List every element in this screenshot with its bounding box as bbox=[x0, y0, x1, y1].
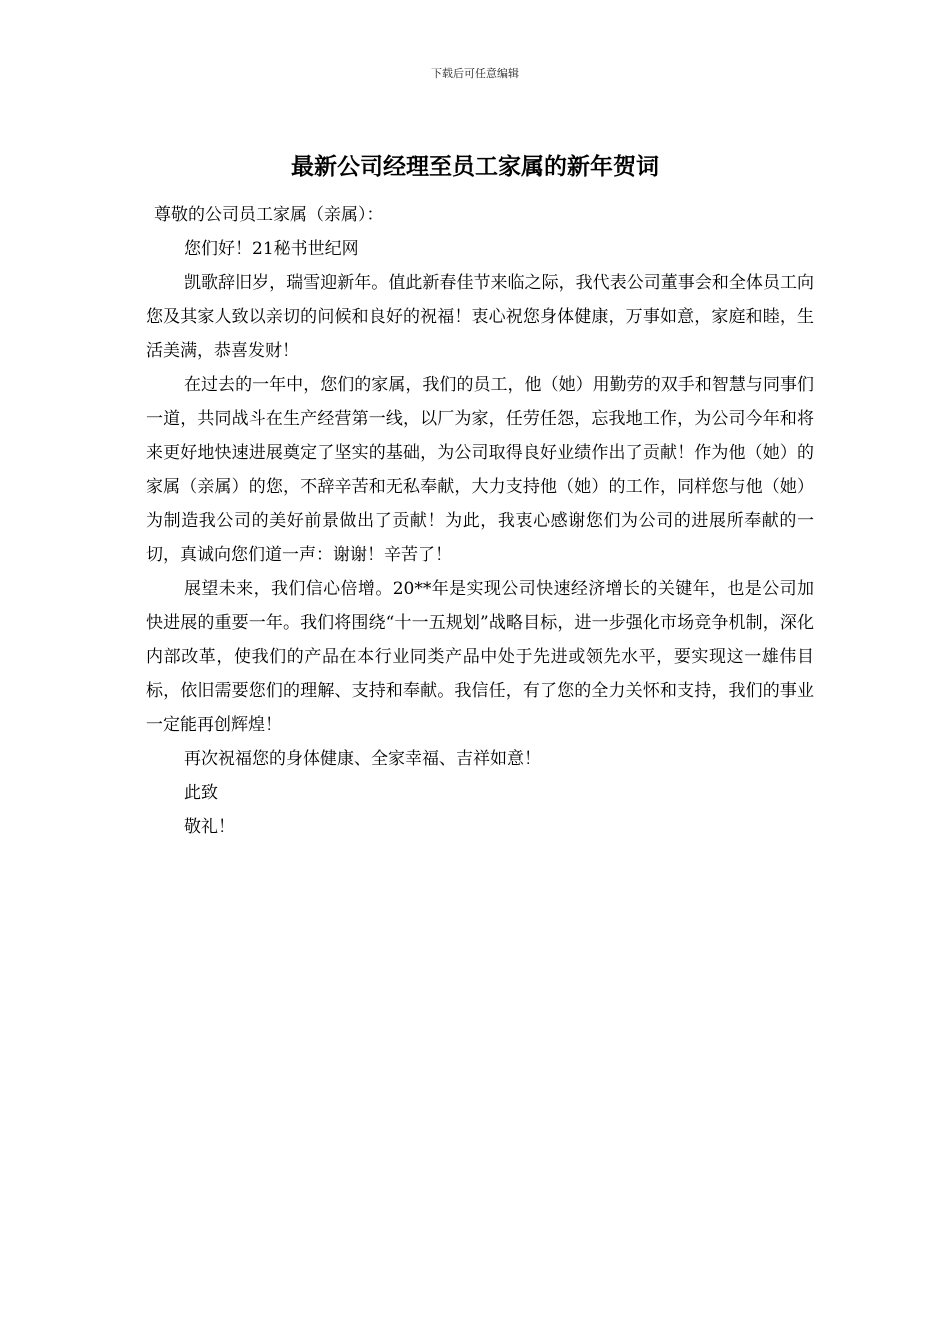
document-title: 最新公司经理至员工家属的新年贺词 bbox=[291, 154, 659, 180]
salutation: 尊敬的公司员工家属（亲属）： bbox=[154, 205, 384, 225]
document-body bbox=[146, 198, 814, 844]
paragraph-past-year-thanks: 在过去的一年中，您们的家属，我们的员工，他（她）用勤劳的双手和智慧与同事们一道，共同战斗在生产经营第一线，以厂为家，任劳任怨，忘我地工作，为公司今年和将来更好地快速进展奠定了坚实的基础，为公司取得良好业绩作出了贡献！作为他（她）的家属（亲属）的您，不辞辛苦和无私奉献，大力支持他（她）的工作，同样您与他（她）为制造我公司的美好前景做出了贡献！为此，我衷心感谢您们为公司的进展所奉献的一切，真诚向您们道一声：谢谢！辛苦了！ bbox=[146, 375, 814, 565]
paragraph-future-outlook: 展望未来，我们信心倍增。20**年是实现公司快速经济增长的关键年，也是公司加快进展的重要一年。我们将围绕“十一五规划”战略目标，进一步强化市场竞争机制，深化内部改革，使我们的产品在本行业同类产品中处于先进或领先水平，要实现这一雄伟目标，依旧需要您们的理解、支持和奉献。我信任，有了您的全力关怀和支持，我们的事业一定能再创辉煌！ bbox=[146, 579, 814, 735]
sign-off-cizhi: 此致 bbox=[184, 783, 218, 803]
paragraph-new-year-wishes: 凯歌辞旧岁，瑞雪迎新年。值此新春佳节来临之际，我代表公司董事会和全体员工向您及其家人致以亲切的问候和良好的祝福！衷心祝您身体健康，万事如意，家庭和睦，生活美满，恭喜发财！ bbox=[146, 273, 814, 361]
page-header-note: 下载后可任意编辑 bbox=[431, 67, 519, 80]
greeting: 您们好！21秘书世纪网 bbox=[184, 239, 359, 259]
sign-off-jingli: 敬礼！ bbox=[184, 817, 235, 837]
closing-wish: 再次祝福您的身体健康、全家幸福、吉祥如意！ bbox=[184, 749, 541, 769]
